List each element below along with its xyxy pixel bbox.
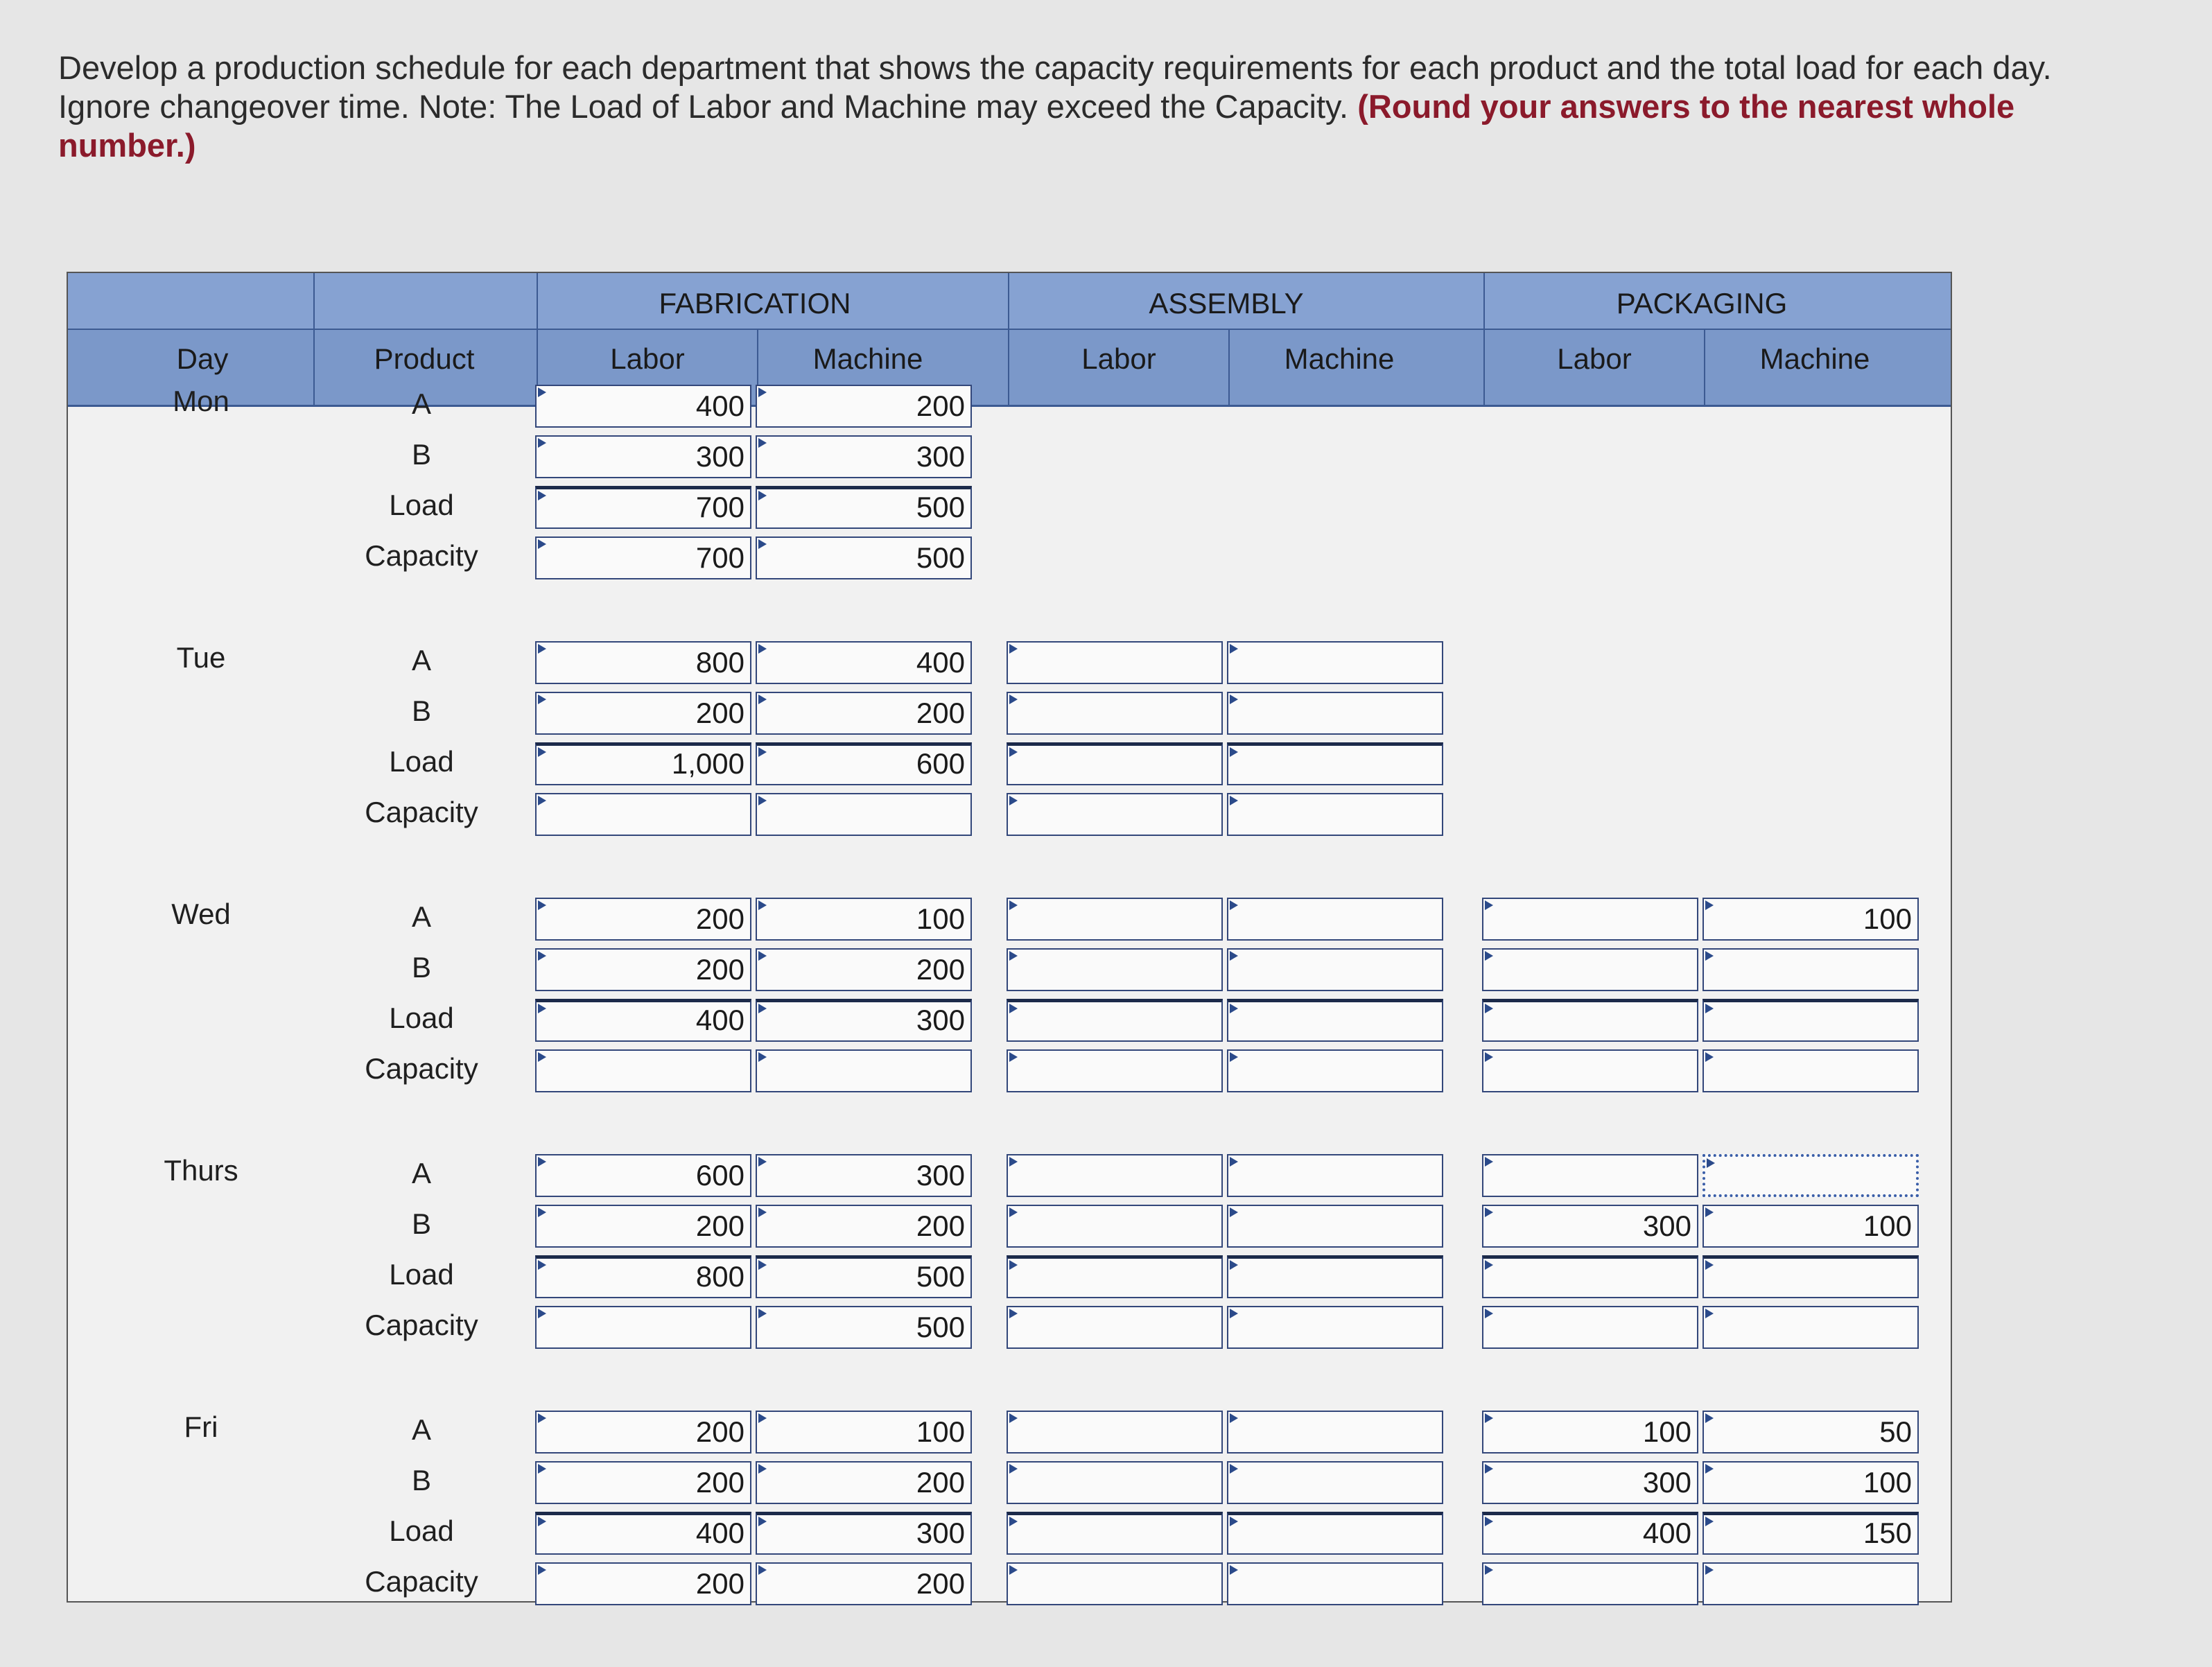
packaging-machine-header: Machine bbox=[1759, 342, 1870, 375]
day-label: Tue bbox=[176, 641, 226, 674]
fabrication-machine-b-input[interactable]: 200 bbox=[756, 692, 972, 735]
fabrication-machine-header: Machine bbox=[812, 342, 923, 375]
packaging-machine-b-input[interactable]: 100 bbox=[1702, 1461, 1919, 1504]
fabrication-machine-capacity-input[interactable]: 500 bbox=[756, 536, 972, 579]
row-label: B bbox=[411, 438, 431, 471]
fabrication-machine-load-input[interactable]: 300 bbox=[756, 1512, 972, 1555]
row-label: A bbox=[411, 644, 431, 677]
row-label: B bbox=[411, 1464, 431, 1496]
day-label: Thurs bbox=[164, 1154, 238, 1187]
row-label: Load bbox=[389, 1002, 454, 1034]
packaging-machine-a-input[interactable]: 50 bbox=[1702, 1411, 1919, 1454]
assembly-machine-capacity-input[interactable] bbox=[1227, 1562, 1443, 1605]
assembly-labor-load-input[interactable] bbox=[1007, 742, 1223, 785]
packaging-machine-b-input[interactable] bbox=[1702, 948, 1919, 991]
column-divider bbox=[1483, 273, 1485, 405]
fabrication-machine-load-input[interactable]: 500 bbox=[756, 1255, 972, 1298]
packaging-header: PACKAGING bbox=[1616, 287, 1788, 320]
fabrication-labor-b-input[interactable]: 300 bbox=[535, 435, 751, 478]
row-label: Load bbox=[389, 745, 454, 778]
assembly-machine-b-input[interactable] bbox=[1227, 692, 1443, 735]
assembly-machine-a-input[interactable] bbox=[1227, 1411, 1443, 1454]
fabrication-machine-load-input[interactable]: 300 bbox=[756, 999, 972, 1042]
assembly-labor-b-input[interactable] bbox=[1007, 692, 1223, 735]
row-label: B bbox=[411, 1207, 431, 1240]
day-label: Wed bbox=[171, 898, 231, 930]
assembly-labor-capacity-input[interactable] bbox=[1007, 793, 1223, 836]
assembly-machine-load-input[interactable] bbox=[1227, 999, 1443, 1042]
fabrication-machine-capacity-input[interactable] bbox=[756, 793, 972, 836]
packaging-machine-a-input[interactable]: 100 bbox=[1702, 898, 1919, 941]
fabrication-labor-load-input[interactable]: 800 bbox=[535, 1255, 751, 1298]
fabrication-labor-header: Labor bbox=[610, 342, 685, 375]
row-label: A bbox=[411, 1413, 431, 1446]
day-column-header: Day bbox=[176, 342, 229, 375]
fabrication-labor-a-input[interactable]: 800 bbox=[535, 641, 751, 684]
column-divider bbox=[1228, 329, 1230, 405]
fabrication-labor-load-input[interactable]: 400 bbox=[535, 1512, 751, 1555]
assembly-labor-header: Labor bbox=[1081, 342, 1156, 375]
fabrication-machine-load-input[interactable]: 500 bbox=[756, 486, 972, 529]
fabrication-labor-b-input[interactable]: 200 bbox=[535, 1461, 751, 1504]
assembly-labor-a-input[interactable] bbox=[1007, 641, 1223, 684]
fabrication-labor-a-input[interactable]: 400 bbox=[535, 385, 751, 428]
fabrication-labor-load-input[interactable]: 700 bbox=[535, 486, 751, 529]
packaging-labor-capacity-input[interactable] bbox=[1482, 1562, 1698, 1605]
assembly-labor-load-input[interactable] bbox=[1007, 1255, 1223, 1298]
fabrication-labor-capacity-input[interactable]: 700 bbox=[535, 536, 751, 579]
fabrication-machine-a-input[interactable]: 200 bbox=[756, 385, 972, 428]
day-label: Fri bbox=[184, 1411, 218, 1443]
assembly-machine-b-input[interactable] bbox=[1227, 948, 1443, 991]
packaging-machine-capacity-input[interactable] bbox=[1702, 1306, 1919, 1349]
row-label: B bbox=[411, 695, 431, 727]
row-label: Capacity bbox=[365, 1052, 478, 1085]
packaging-labor-a-input[interactable] bbox=[1482, 1154, 1698, 1197]
fabrication-machine-b-input[interactable]: 200 bbox=[756, 1461, 972, 1504]
row-label: Capacity bbox=[365, 1565, 478, 1598]
fabrication-labor-b-input[interactable]: 200 bbox=[535, 1205, 751, 1248]
fabrication-labor-capacity-input[interactable]: 200 bbox=[535, 1562, 751, 1605]
assembly-machine-load-input[interactable] bbox=[1227, 1512, 1443, 1555]
packaging-labor-b-input[interactable] bbox=[1482, 948, 1698, 991]
packaging-labor-header: Labor bbox=[1557, 342, 1632, 375]
fabrication-machine-capacity-input[interactable] bbox=[756, 1049, 972, 1092]
packaging-machine-load-input[interactable]: 150 bbox=[1702, 1512, 1919, 1555]
packaging-machine-load-input[interactable] bbox=[1702, 999, 1919, 1042]
fabrication-machine-b-input[interactable]: 200 bbox=[756, 948, 972, 991]
packaging-labor-a-input[interactable] bbox=[1482, 898, 1698, 941]
packaging-labor-b-input[interactable]: 300 bbox=[1482, 1461, 1698, 1504]
row-label: A bbox=[411, 900, 431, 933]
packaging-labor-capacity-input[interactable] bbox=[1482, 1306, 1698, 1349]
fabrication-machine-b-input[interactable]: 200 bbox=[756, 1205, 972, 1248]
product-column-header: Product bbox=[374, 342, 475, 375]
packaging-labor-b-input[interactable]: 300 bbox=[1482, 1205, 1698, 1248]
packaging-labor-load-input[interactable]: 400 bbox=[1482, 1512, 1698, 1555]
assembly-labor-b-input[interactable] bbox=[1007, 1205, 1223, 1248]
assembly-labor-b-input[interactable] bbox=[1007, 948, 1223, 991]
row-label: A bbox=[411, 387, 431, 420]
instructions-note: (Round your answers to the nearest whole number.) bbox=[58, 88, 2015, 164]
day-label: Mon bbox=[173, 385, 229, 417]
packaging-machine-capacity-input[interactable] bbox=[1702, 1049, 1919, 1092]
assembly-machine-load-input[interactable] bbox=[1227, 742, 1443, 785]
packaging-machine-a-input[interactable] bbox=[1702, 1154, 1919, 1197]
fabrication-labor-b-input[interactable]: 200 bbox=[535, 692, 751, 735]
column-divider bbox=[1008, 273, 1009, 405]
row-label: Capacity bbox=[365, 539, 478, 572]
fabrication-labor-capacity-input[interactable] bbox=[535, 793, 751, 836]
row-label: B bbox=[411, 951, 431, 984]
assembly-machine-capacity-input[interactable] bbox=[1227, 1306, 1443, 1349]
assembly-header: ASSEMBLY bbox=[1149, 287, 1304, 320]
column-divider bbox=[1704, 329, 1705, 405]
fabrication-machine-load-input[interactable]: 600 bbox=[756, 742, 972, 785]
fabrication-labor-capacity-input[interactable] bbox=[535, 1306, 751, 1349]
assembly-labor-a-input[interactable] bbox=[1007, 1154, 1223, 1197]
fabrication-labor-load-input[interactable]: 1,000 bbox=[535, 742, 751, 785]
assembly-machine-capacity-input[interactable] bbox=[1227, 1049, 1443, 1092]
assembly-machine-load-input[interactable] bbox=[1227, 1255, 1443, 1298]
fabrication-machine-a-input[interactable]: 100 bbox=[756, 898, 972, 941]
fabrication-labor-a-input[interactable]: 600 bbox=[535, 1154, 751, 1197]
fabrication-machine-capacity-input[interactable]: 500 bbox=[756, 1306, 972, 1349]
fabrication-machine-capacity-input[interactable]: 200 bbox=[756, 1562, 972, 1605]
fabrication-machine-a-input[interactable]: 100 bbox=[756, 1411, 972, 1454]
fabrication-header: FABRICATION bbox=[659, 287, 851, 320]
assembly-labor-load-input[interactable] bbox=[1007, 999, 1223, 1042]
fabrication-machine-a-input[interactable]: 300 bbox=[756, 1154, 972, 1197]
assembly-machine-header: Machine bbox=[1284, 342, 1395, 375]
row-label: Load bbox=[389, 1258, 454, 1291]
packaging-labor-a-input[interactable]: 100 bbox=[1482, 1411, 1698, 1454]
assembly-machine-capacity-input[interactable] bbox=[1227, 793, 1443, 836]
fabrication-labor-a-input[interactable]: 200 bbox=[535, 1411, 751, 1454]
packaging-machine-capacity-input[interactable] bbox=[1702, 1562, 1919, 1605]
assembly-machine-a-input[interactable] bbox=[1227, 1154, 1443, 1197]
assembly-machine-b-input[interactable] bbox=[1227, 1461, 1443, 1504]
assembly-labor-capacity-input[interactable] bbox=[1007, 1049, 1223, 1092]
packaging-labor-load-input[interactable] bbox=[1482, 999, 1698, 1042]
row-label: Load bbox=[389, 489, 454, 521]
packaging-labor-capacity-input[interactable] bbox=[1482, 1049, 1698, 1092]
assembly-labor-a-input[interactable] bbox=[1007, 1411, 1223, 1454]
fabrication-machine-a-input[interactable]: 400 bbox=[756, 641, 972, 684]
row-label: Capacity bbox=[365, 796, 478, 828]
assembly-labor-a-input[interactable] bbox=[1007, 898, 1223, 941]
assembly-labor-b-input[interactable] bbox=[1007, 1461, 1223, 1504]
row-label: Load bbox=[389, 1515, 454, 1547]
instructions-text: Develop a production schedule for each department that shows the capacity requirements for each product and the total load for each day. Ignore changeover time. Note: The Load of Labor and Machine may exceed the Capacity. bbox=[58, 49, 2052, 125]
fabrication-labor-b-input[interactable]: 200 bbox=[535, 948, 751, 991]
row-label: A bbox=[411, 1157, 431, 1189]
assembly-machine-a-input[interactable] bbox=[1227, 641, 1443, 684]
assembly-machine-b-input[interactable] bbox=[1227, 1205, 1443, 1248]
fabrication-labor-a-input[interactable]: 200 bbox=[535, 898, 751, 941]
assembly-labor-capacity-input[interactable] bbox=[1007, 1306, 1223, 1349]
column-divider bbox=[313, 273, 315, 405]
assembly-labor-capacity-input[interactable] bbox=[1007, 1562, 1223, 1605]
fabrication-machine-b-input[interactable]: 300 bbox=[756, 435, 972, 478]
fabrication-labor-load-input[interactable]: 400 bbox=[535, 999, 751, 1042]
assembly-labor-load-input[interactable] bbox=[1007, 1512, 1223, 1555]
packaging-labor-load-input[interactable] bbox=[1482, 1255, 1698, 1298]
fabrication-labor-capacity-input[interactable] bbox=[535, 1049, 751, 1092]
packaging-machine-load-input[interactable] bbox=[1702, 1255, 1919, 1298]
row-label: Capacity bbox=[365, 1309, 478, 1341]
instructions bbox=[58, 49, 2138, 165]
packaging-machine-b-input[interactable]: 100 bbox=[1702, 1205, 1919, 1248]
assembly-machine-a-input[interactable] bbox=[1227, 898, 1443, 941]
